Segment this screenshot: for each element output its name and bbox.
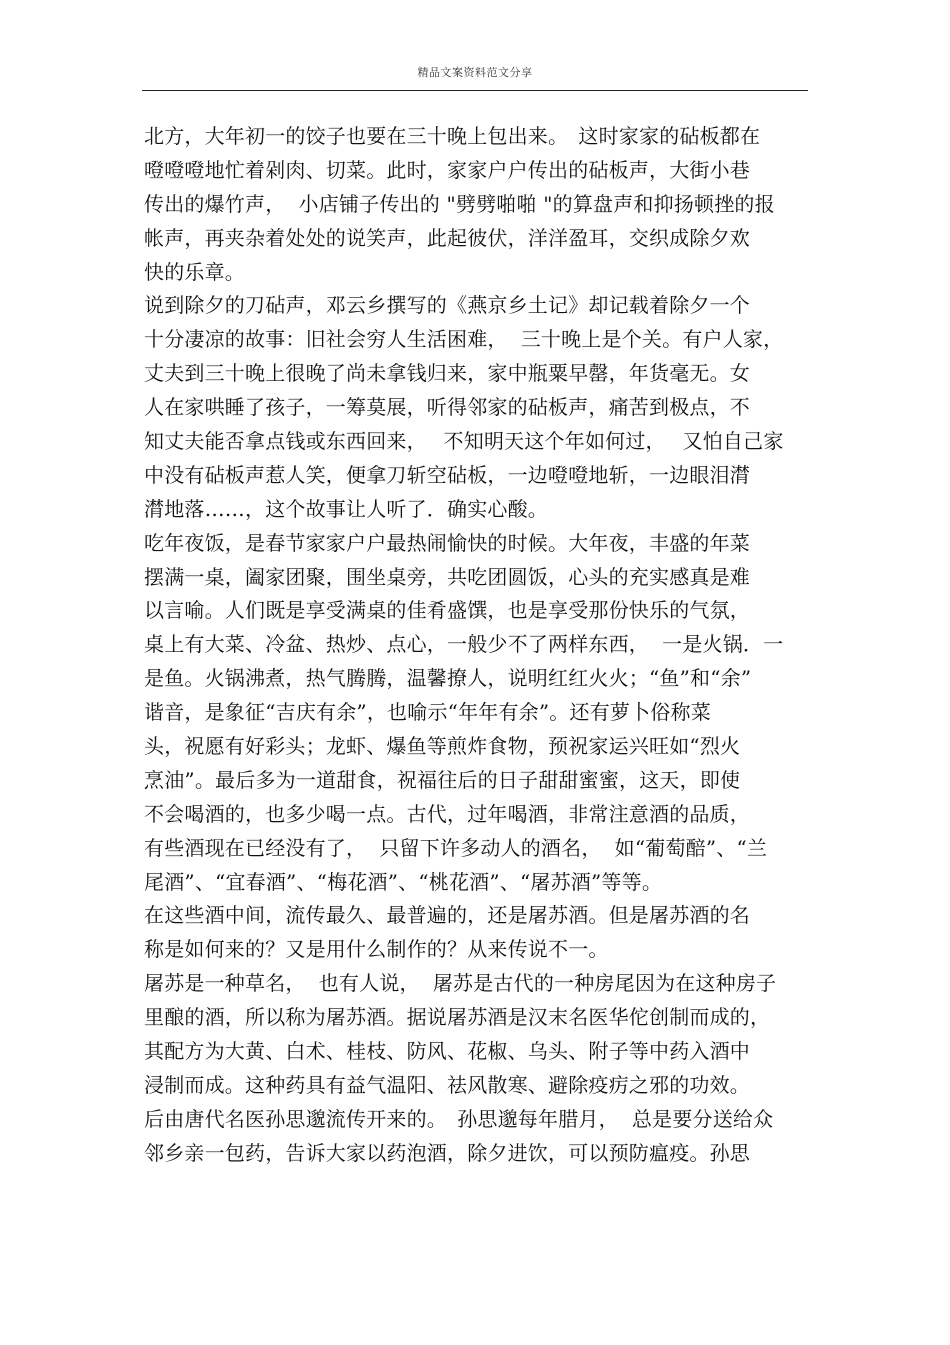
page-header-title: 精品文案资料范文分享 — [417, 66, 533, 79]
text-line: 浸制而成。这种药具有益气温阳、祛风散寒、避除疫疠之邪的功效。 — [144, 1072, 750, 1097]
text-line: 潸地落……，这个故事让人听了．确实心酸。 — [144, 496, 548, 521]
text-line: 头，祝愿有好彩头；龙虾、爆鱼等煎炸食物，预祝家运兴旺如“烈火 — [144, 734, 741, 759]
text-line: 邻乡亲一包药，告诉大家以药泡酒，除夕进饮，可以预防瘟疫。孙思 — [144, 1140, 750, 1165]
text-line: 帐声，再夹杂着处处的说笑声，此起彼伏，洋洋盈耳，交织成除夕欢 — [144, 225, 750, 250]
text-line: 烹油”。最后多为一道甜食，祝福往后的日子甜甜蜜蜜，这天，即使 — [144, 767, 741, 792]
text-line: 其配方为大黄、白术、桂枝、防风、花椒、乌头、附子等中药入酒中 — [144, 1039, 750, 1064]
text-line: 尾酒”、“宜春酒”、“梅花酒”、“桃花酒”、“屠苏酒”等等。 — [144, 869, 663, 894]
text-line: 丈夫到三十晚上很晚了尚未拿钱归来，家中瓶粟早罄，年货毫无。女 — [144, 361, 750, 386]
text-line: 有些酒现在已经没有了， 只留下许多动人的酒名， 如“葡萄醅”、“兰 — [144, 835, 768, 860]
text-line: 噔噔噔地忙着剁肉、切菜。此时，家家户户传出的砧板声，大街小巷 — [144, 157, 750, 182]
header-divider — [142, 90, 808, 91]
text-line: 谐音，是象征“吉庆有余”，也喻示“年年有余”。还有萝卜俗称菜 — [144, 700, 711, 725]
text-line: 快的乐章。 — [144, 259, 245, 284]
text-line: 后由唐代名医孙思邈流传开来的。 孙思邈每年腊月， 总是要分送给众 — [144, 1106, 774, 1131]
text-line: 称是如何来的？又是用什么制作的？从来传说不一。 — [144, 937, 609, 962]
text-line: 人在家哄睡了孩子，一筹莫展，听得邻家的砧板声，痛苦到极点，不 — [144, 395, 750, 420]
text-line: 里酿的酒，所以称为屠苏酒。据说屠苏酒是汉末名医华佗创制而成的， — [144, 1005, 771, 1030]
text-line: 屠苏是一种草名， 也有人说， 屠苏是古代的一种房尾因为在这种房子 — [144, 971, 777, 996]
text-line: 北方，大年初一的饺子也要在三十晚上包出来。 这时家家的砧板都在 — [144, 124, 761, 148]
text-line: 说到除夕的刀砧声，邓云乡撰写的《燕京乡土记》却记载着除夕一个 — [144, 293, 750, 318]
text-line: 以言喻。人们既是享受满桌的佳肴盛馔，也是享受那份快乐的气氛， — [144, 598, 750, 623]
text-line: 吃年夜饭，是春节家家户户最热闹愉快的时候。大年夜，丰盛的年菜 — [144, 530, 750, 555]
text-line: 不会喝酒的，也多少喝一点。古代，过年喝酒，非常注意酒的品质， — [144, 801, 750, 826]
text-line: 摆满一桌，阖家团聚，围坐桌旁，共吃团圆饭，心头的充实感真是难 — [144, 564, 750, 589]
text-line: 知丈夫能否拿点钱或东西回来， 不知明天这个年如何过， 又怕自己家 — [144, 429, 784, 454]
text-line: 是鱼。火锅沸煮，热气腾腾，温馨撩人，说明红红火火；“鱼”和“余” — [144, 666, 752, 691]
text-line: 传出的爆竹声， 小店铺子传出的 "劈劈啪啪 "的算盘声和抑扬顿挫的报 — [144, 191, 775, 216]
text-line: 十分凄凉的故事：旧社会穷人生活困难， 三十晚上是个关。有户人家， — [144, 327, 784, 352]
body-text — [144, 120, 814, 1171]
text-line: 桌上有大菜、冷盆、热炒、点心，一般少不了两样东西， 一是火锅．一 — [144, 632, 784, 657]
text-line: 中没有砧板声惹人笑，便拿刀斩空砧板，一边噔噔地斩，一边眼泪潸 — [144, 462, 750, 487]
text-line: 在这些酒中间，流传最久、最普遍的，还是屠苏酒。但是屠苏酒的名 — [144, 903, 750, 928]
